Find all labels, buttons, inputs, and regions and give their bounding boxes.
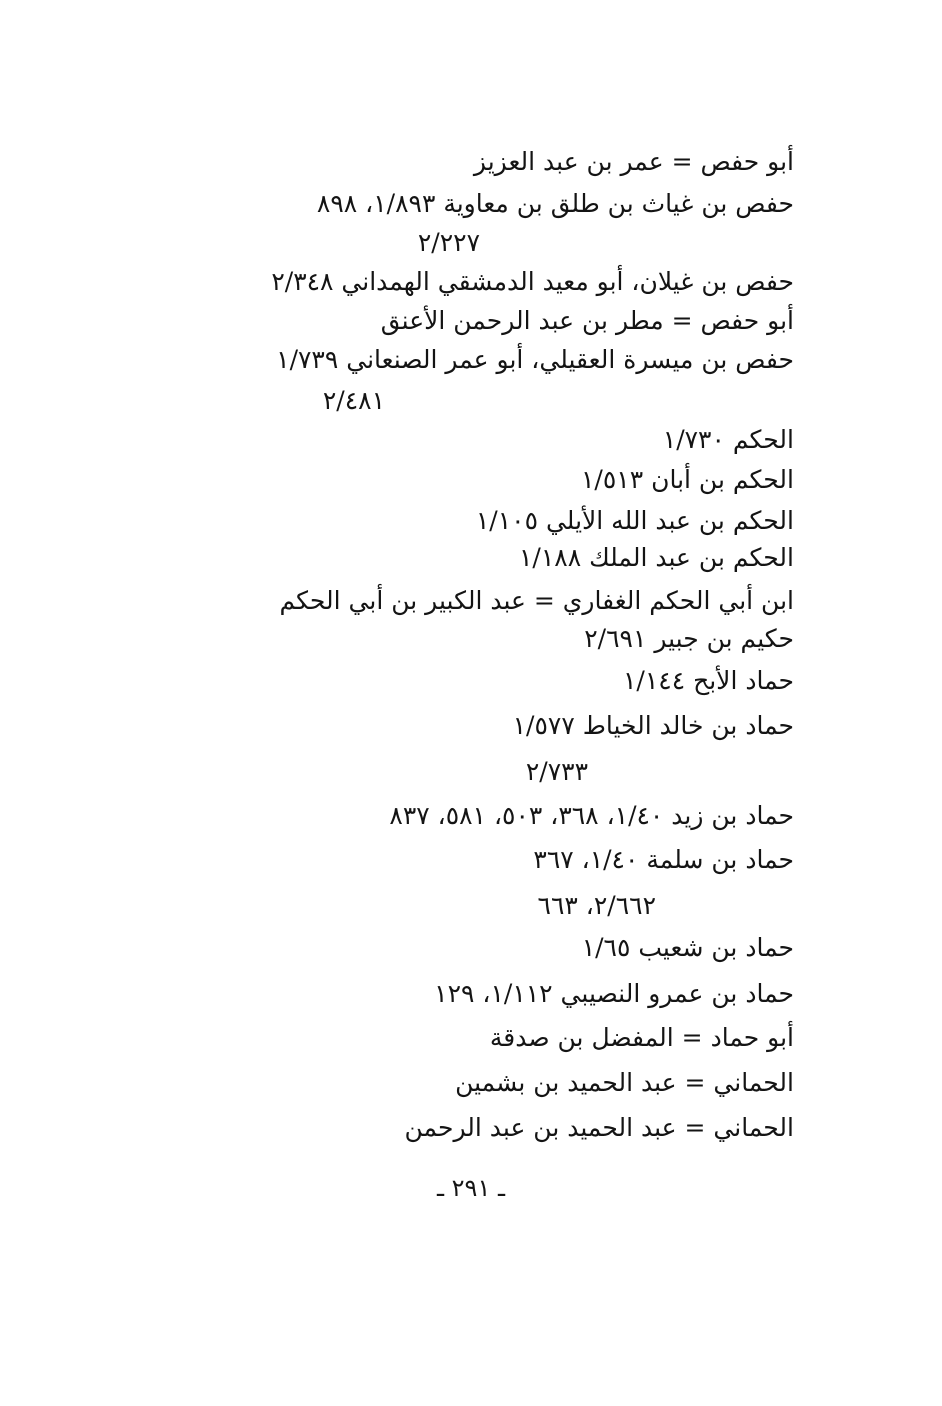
page-number: ـ ٢٩١ ـ xyxy=(436,1174,505,1202)
index-entry: حماد بن خالد الخياط ١/٥٧٧ xyxy=(512,711,794,740)
index-entry: حماد الأبح ١/١٤٤ xyxy=(623,666,794,695)
index-entry: حماد بن سلمة ١/٤٠، ٣٦٧ xyxy=(533,845,794,874)
index-entry: حفص بن ميسرة العقيلي، أبو عمر الصنعاني ١/٧٣٩ xyxy=(276,345,794,374)
index-entry-continuation: ٢/٤٨١ xyxy=(322,386,385,415)
index-entry: أبو حماد = المفضل بن صدقة xyxy=(489,1023,794,1052)
index-entry-continuation: ٢/٧٣٣ xyxy=(525,757,588,786)
index-entry: أبو حفص = عمر بن عبد العزيز xyxy=(473,147,794,176)
index-entry: أبو حفص = مطر بن عبد الرحمن الأعنق xyxy=(380,306,794,335)
index-entry: حكيم بن جبير ٢/٦٩١ xyxy=(584,624,794,653)
index-entry: الحكم بن عبد الله الأيلي ١/١٠٥ xyxy=(475,506,794,535)
index-entry: الحكم بن أبان ١/٥١٣ xyxy=(581,465,794,494)
index-entry: حفص بن غياث بن طلق بن معاوية ١/٨٩٣، ٨٩٨ xyxy=(316,189,794,218)
index-entry-continuation: ٢/٦٦٢، ٦٦٣ xyxy=(537,891,656,920)
index-entry: حفص بن غيلان، أبو معيد الدمشقي الهمداني ٢/٣٤٨ xyxy=(271,267,794,296)
index-entry: الحماني = عبد الحميد بن عبد الرحمن xyxy=(404,1113,794,1142)
index-entry: حماد بن عمرو النصيبي ١/١١٢، ١٢٩ xyxy=(434,979,794,1008)
index-entry: حماد بن زيد ١/٤٠، ٣٦٨، ٥٠٣، ٥٨١، ٨٣٧ xyxy=(389,801,794,830)
index-entry-continuation: ٢/٢٢٧ xyxy=(417,228,480,257)
index-entry: الحماني = عبد الحميد بن بشمين xyxy=(455,1068,794,1097)
index-entry: حماد بن شعيب ١/٦٥ xyxy=(581,933,794,962)
index-entry: ابن أبي الحكم الغفاري = عبد الكبير بن أبي الحكم xyxy=(279,586,794,615)
index-entry: الحكم بن عبد الملك ١/١٨٨ xyxy=(518,543,794,572)
index-entry: الحكم ١/٧٣٠ xyxy=(662,425,794,454)
